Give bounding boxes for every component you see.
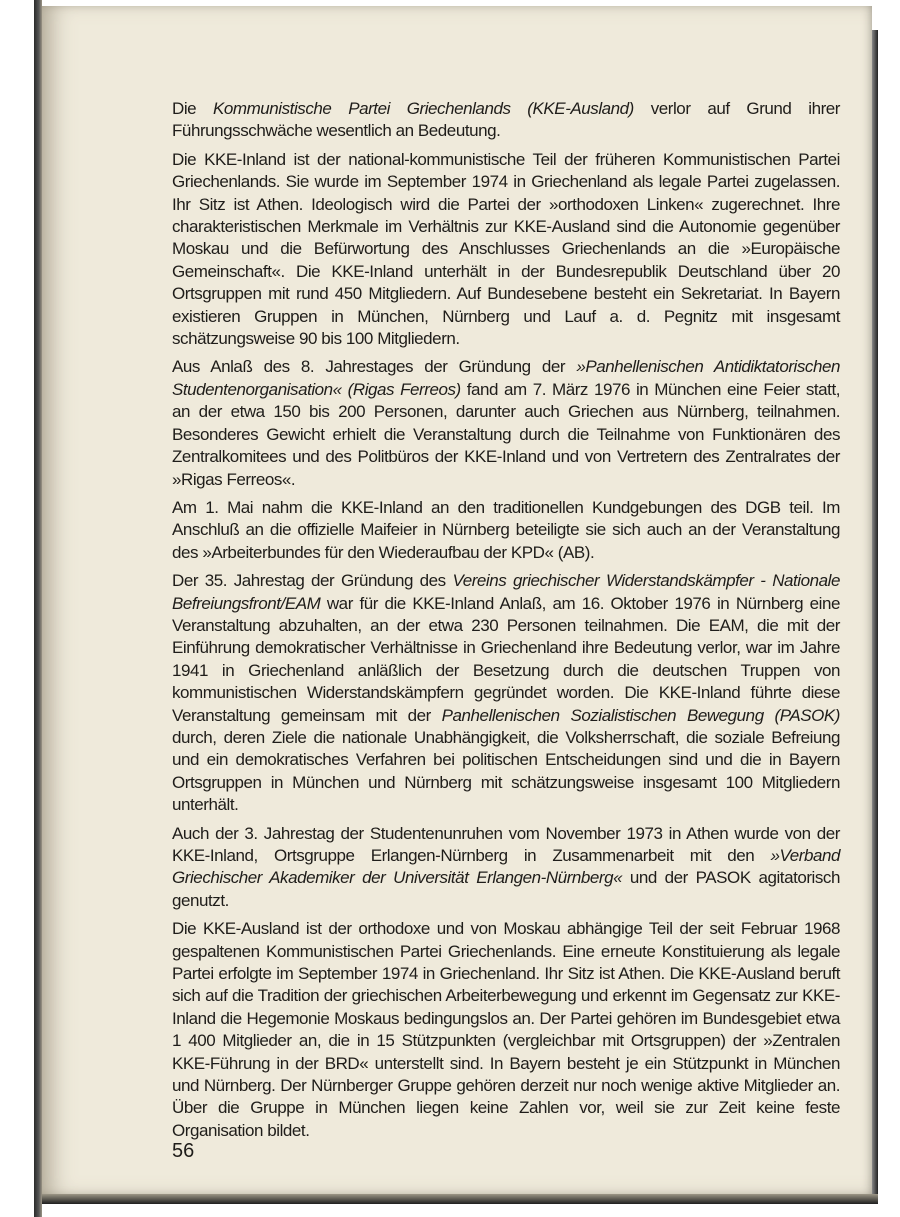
text-run-italic: Panhellenischen Sozialistischen Bewegung (PASOK) bbox=[441, 705, 840, 725]
text-run-italic: »Verband Griechischer Akademiker der Universität Erlangen-Nürnberg« bbox=[172, 846, 840, 888]
text-run: Am 1. Mai nahm die KKE-Inland an den traditionellen Kundgebungen des DGB teil. Im Anschluß an die offizielle Maifeier in Nürnberg beteiligte sie sich auch an der Veranstaltung des »Arbeiterbundes für den Wiederaufbau der KPD« (AB). bbox=[172, 497, 840, 562]
text-run: verlor auf Grund ihrer Führungsschwäche wesentlich an Bedeutung. bbox=[172, 99, 841, 141]
text-run: Die KKE-Inland ist der national-kommunistische Teil der früheren Kommunistischen Partei Griechenlands. Sie wurde im September 1974 in Griechenland als legale Partei zugelassen. Ihr Sitz ist Athen. Ideologisch wird die Partei der »orthodoxen Linken« zugerechnet. Ihre charakteristischen Merkmale im Verhältnis zur KKE-Ausland sind die Autonomie gegenüber Moskau und die Befürwortung des Anschlusses Griechenlands an die »Europäische Gemeinschaft«. Die KKE-Inland unterhält in der Bundesrepublik Deutschland über 20 Ortsgruppen mit rund 450 Mitgliedern. Auf Bundesebene besteht ein Sekretariat. In Bayern existieren Gruppen in München, Nürnberg und Lauf a. d. Pegnitz mit insgesamt schätzungsweise 90 bis 100 Mitgliedern. bbox=[172, 149, 840, 349]
text-run: Aus Anlaß des 8. Jahrestages der Gründung der bbox=[172, 357, 577, 377]
book-spine-edge bbox=[34, 0, 42, 1217]
paragraph-3 bbox=[172, 356, 840, 490]
paragraph-7 bbox=[172, 918, 840, 1142]
paragraph-5 bbox=[172, 570, 840, 816]
body-text bbox=[172, 98, 840, 1148]
text-run: Der 35. Jahrestag der Gründung des bbox=[172, 571, 453, 591]
text-run-italic: Kommunistische Partei Griechenlands (KKE-Ausland) bbox=[212, 99, 634, 118]
text-run-italic: Vereins griechischer Widerstandskämpfer - Nationale Befreiungsfront/EAM bbox=[172, 571, 840, 613]
page-bottom-edge bbox=[42, 1194, 878, 1204]
text-run: durch, deren Ziele die nationale Unabhängigkeit, die Volksherrschaft, die soziale Befreiung und ein demokratisches Verfahren bei politischen Entscheidungen sind und die in Bayern Ortsgruppen in München und Nürnberg mit schätzungsweise insgesamt 100 Mitgliedern unterhält. bbox=[172, 727, 840, 815]
paragraph-1 bbox=[172, 98, 840, 143]
text-run-italic: »Panhellenischen Antidiktatorischen Studentenorganisation« (Rigas Ferreos) bbox=[172, 357, 840, 399]
text-run: Auch der 3. Jahrestag der Studentenunruhen vom November 1973 in Athen wurde von der KKE-Inland, Ortsgruppe Erlangen-Nürnberg in Zusammenarbeit mit den bbox=[172, 823, 840, 865]
text-run: Die bbox=[172, 99, 213, 118]
page-right-edge bbox=[872, 30, 878, 1200]
text-run: und der PASOK agitatorisch genutzt. bbox=[172, 868, 840, 910]
paragraph-4 bbox=[172, 497, 840, 564]
text-run: war für die KKE-Inland Anlaß, am 16. Oktober 1976 in Nürnberg eine Veranstaltung abzuhalten, an der etwa 230 Personen teilnahmen. Die EAM, die mit der Einführung demokratischer Verhältnisse in Griechenland ihre Bedeutung verlor, war im Jahre 1941 in Griechenland anläßlich der Besetzung durch die deutschen Truppen von kommunistischen Widerstandskämpfern gegründet worden. Die KKE-Inland führte diese Veranstaltung gemeinsam mit der bbox=[172, 593, 840, 725]
page-number: 56 bbox=[172, 1140, 195, 1162]
text-run: fand am 7. März 1976 in München eine Feier statt, an der etwa 150 bis 200 Personen, darunter auch Griechen aus Nürnberg, teilnahmen. Besonderes Gewicht erhielt die Veranstaltung durch die Teilnahme von Funktionären des Zentralkomitees und des Politbüros der KKE-Inland und von Vertretern des Zentralrates der »Rigas Ferreos«. bbox=[172, 379, 841, 489]
paragraph-2 bbox=[172, 149, 840, 351]
paragraph-6 bbox=[172, 823, 840, 913]
text-run: Die KKE-Ausland ist der orthodoxe und von Moskau abhängige Teil der seit Februar 1968 gespaltenen Kommunistischen Partei Griechenlands. Eine erneute Konstituierung als legale Partei erfolgte im September 1974 in Griechenland. Ihr Sitz ist Athen. Die KKE-Ausland beruft sich auf die Tradition der griechischen Arbeiterbewegung und erkennt im Gegensatz zur KKE-Inland die Hegemonie Moskaus bedingungslos an. Der Partei gehören im Bundesgebiet etwa 1 400 Mitglieder an, die in 15 Stützpunkten (vergleichbar mit Ortsgruppen) der »Zentralen KKE-Führung in der BRD« unterstellt sind. In Bayern besteht je ein Stützpunkt in München und Nürnberg. Der Nürnberger Gruppe gehören derzeit nur noch wenige aktive Mitglieder an. Über die Gruppe in München liegen keine Zahlen vor, weil sie zur Zeit keine feste Organisation bildet. bbox=[172, 919, 840, 1140]
